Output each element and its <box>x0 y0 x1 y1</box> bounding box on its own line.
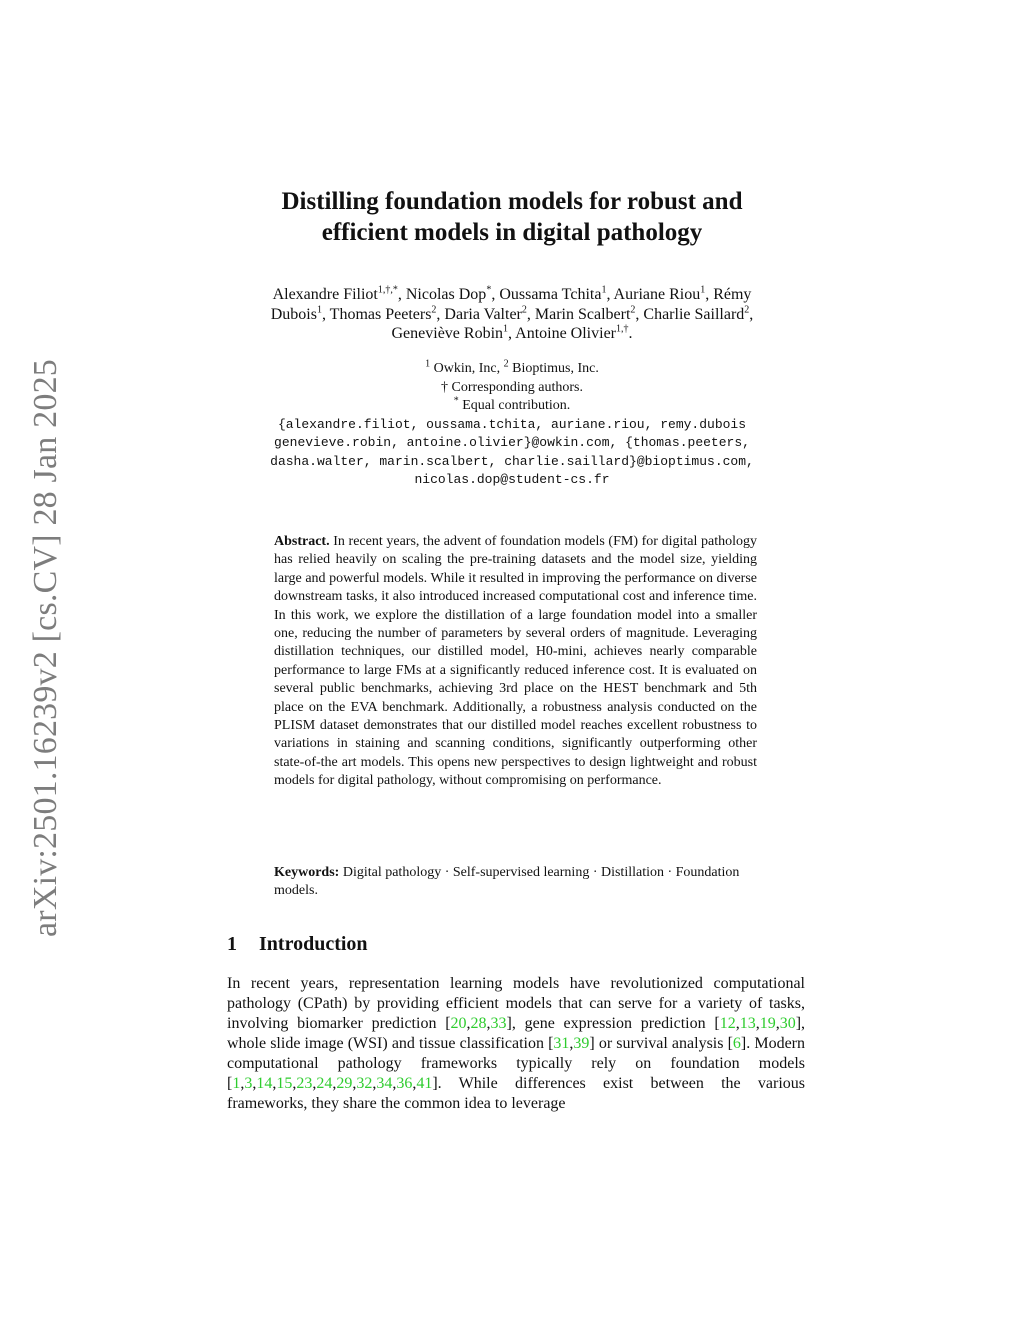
author-list <box>0 285 1024 344</box>
citation-link[interactable]: 14 <box>256 1075 273 1092</box>
author-line-3: Geneviève Robin$^1$, Antoine Olivier$^{1,\dagger}$. <box>391 323 633 342</box>
title-line-1: Distilling foundation models for robust and <box>281 188 743 215</box>
section-title: Introduction <box>259 933 368 955</box>
intro-paragraph: In recent years, representation learning models have revolutionized computational pathology (CPath) by providing efficient models that can serve for a variety of tasks, involving biomarker prediction [20,28,33], gene expression prediction [12,13,19,30], whole slide image (WSI) and tissue classification [31,39] or survival analysis [6]. Modern computational pathology frameworks typically rely on foundation models [1,3,14,15,23,24,29,32,34,36,41]. While differences exist between the various frameworks, they share the common idea to leverage <box>227 975 806 1112</box>
citation-link[interactable]: 41 <box>416 1075 433 1092</box>
citation-link[interactable]: 36 <box>396 1075 413 1092</box>
keywords <box>274 864 757 901</box>
citation-link[interactable]: 19 <box>759 1015 776 1032</box>
intro-text: ]. While differences exist between the various frameworks, they share the common idea to leverage <box>227 1075 805 1112</box>
citation-link[interactable]: 32 <box>356 1075 373 1092</box>
affiliations <box>0 360 1024 490</box>
paper-title <box>0 186 1024 248</box>
keywords-text: Digital pathology · Self-supervised learning · Distillation · Foundation models. <box>274 865 740 899</box>
title-line-2: efficient models in digital pathology <box>321 219 703 246</box>
intro-text: ], gene expression prediction [ <box>506 1015 720 1032</box>
email-line-1: {alexandre.filiot, oussama.tchita, auriane.riou, remy.dubois <box>277 416 747 432</box>
author-line-2: Dubois$^1$, Thomas Peeters$^2$, Daria Valter$^2$, Marin Scalbert$^2$, Charlie Saillard$^2$, <box>270 304 754 323</box>
intro-text: ], whole slide image (WSI) and tissue classification [ <box>227 1015 806 1052</box>
section-number: 1 <box>227 933 237 955</box>
citation-link[interactable]: 39 <box>573 1035 590 1052</box>
citation-link[interactable]: 12 <box>719 1015 736 1032</box>
author-line-1: Alexandre Filiot$^{1,\dagger,*}$, Nicolas Dop*, Oussama Tchita$^1$, Auriane Riou$^1$, Rémy <box>272 284 752 303</box>
citation-link[interactable]: 28 <box>470 1015 487 1032</box>
citation-link[interactable]: 20 <box>450 1015 467 1032</box>
affiliation-orgs: $^1$ Owkin, Inc, $^2$ Bioptimus, Inc. <box>425 358 599 376</box>
citation-link[interactable]: 29 <box>336 1075 353 1092</box>
abstract-label: Abstract. <box>274 534 330 549</box>
email-line-3: dasha.walter, marin.scalbert, charlie.saillard}@bioptimus.com, <box>270 453 754 469</box>
abstract-text: In recent years, the advent of foundation models (FM) for digital pathology has relied heavily on scaling the pre-training datasets and the model size, yielding large and powerful models. While it resulted in improving the performance on diverse downstream tasks, it also introduced increased computational cost and inference time. In this work, we explore the distillation of a large foundation model into a smaller one, reducing the number of parameters by several orders of magnitude. Leveraging distillation techniques, our distilled model, H0-mini, achieves nearly comparable performance to large FMs at a significantly reduced inference cost. It is evaluated on several public benchmarks, achieving 3rd place on the HEST benchmark and 5th place on the EVA benchmark. Additionally, a robustness analysis conducted on the PLISM dataset demonstrates that our distilled model reaches excellent robustness to variations in staining and scanning conditions, significantly outperforming other state-of-the art models. This opens new perspectives to design lightweight and robust models for digital pathology, without compromising on performance. <box>274 534 757 789</box>
citation-link[interactable]: 31 <box>553 1035 570 1052</box>
equal-contribution-note: * Equal contribution. <box>453 395 571 413</box>
citation-link[interactable]: 33 <box>490 1015 507 1032</box>
citation-link[interactable]: 34 <box>376 1075 393 1092</box>
email-line-4: nicolas.dop@student-cs.fr <box>414 472 610 487</box>
citation-link[interactable]: 23 <box>296 1075 313 1092</box>
citation-link[interactable]: 30 <box>779 1015 796 1032</box>
intro-text: ] or survival analysis [ <box>589 1035 733 1052</box>
arxiv-stamp: arXiv:2501.16239v2 [cs.CV] 28 Jan 2025 <box>27 359 64 937</box>
citation-link[interactable]: 1 <box>232 1075 241 1092</box>
citation-link[interactable]: 3 <box>244 1075 253 1092</box>
citation-link[interactable]: 6 <box>732 1035 741 1052</box>
citation-link[interactable]: 24 <box>316 1075 333 1092</box>
section-heading <box>227 932 368 956</box>
email-line-2: genevieve.robin, antoine.olivier}@owkin.com, {thomas.peeters, <box>274 435 750 450</box>
intro-text: ]. Modern computational pathology frameworks typically rely on foundation models [ <box>227 1035 806 1092</box>
abstract <box>274 533 757 791</box>
intro-text: In recent years, representation learning models have revolutionized computational pathology (CPath) by providing efficient models that can serve for a variety of tasks, involving biomarker prediction [ <box>227 975 805 1032</box>
corresponding-note: † Corresponding authors. <box>441 379 583 395</box>
citation-link[interactable]: 13 <box>739 1015 756 1032</box>
keywords-label: Keywords: <box>274 865 340 880</box>
citation-link[interactable]: 15 <box>276 1075 293 1092</box>
